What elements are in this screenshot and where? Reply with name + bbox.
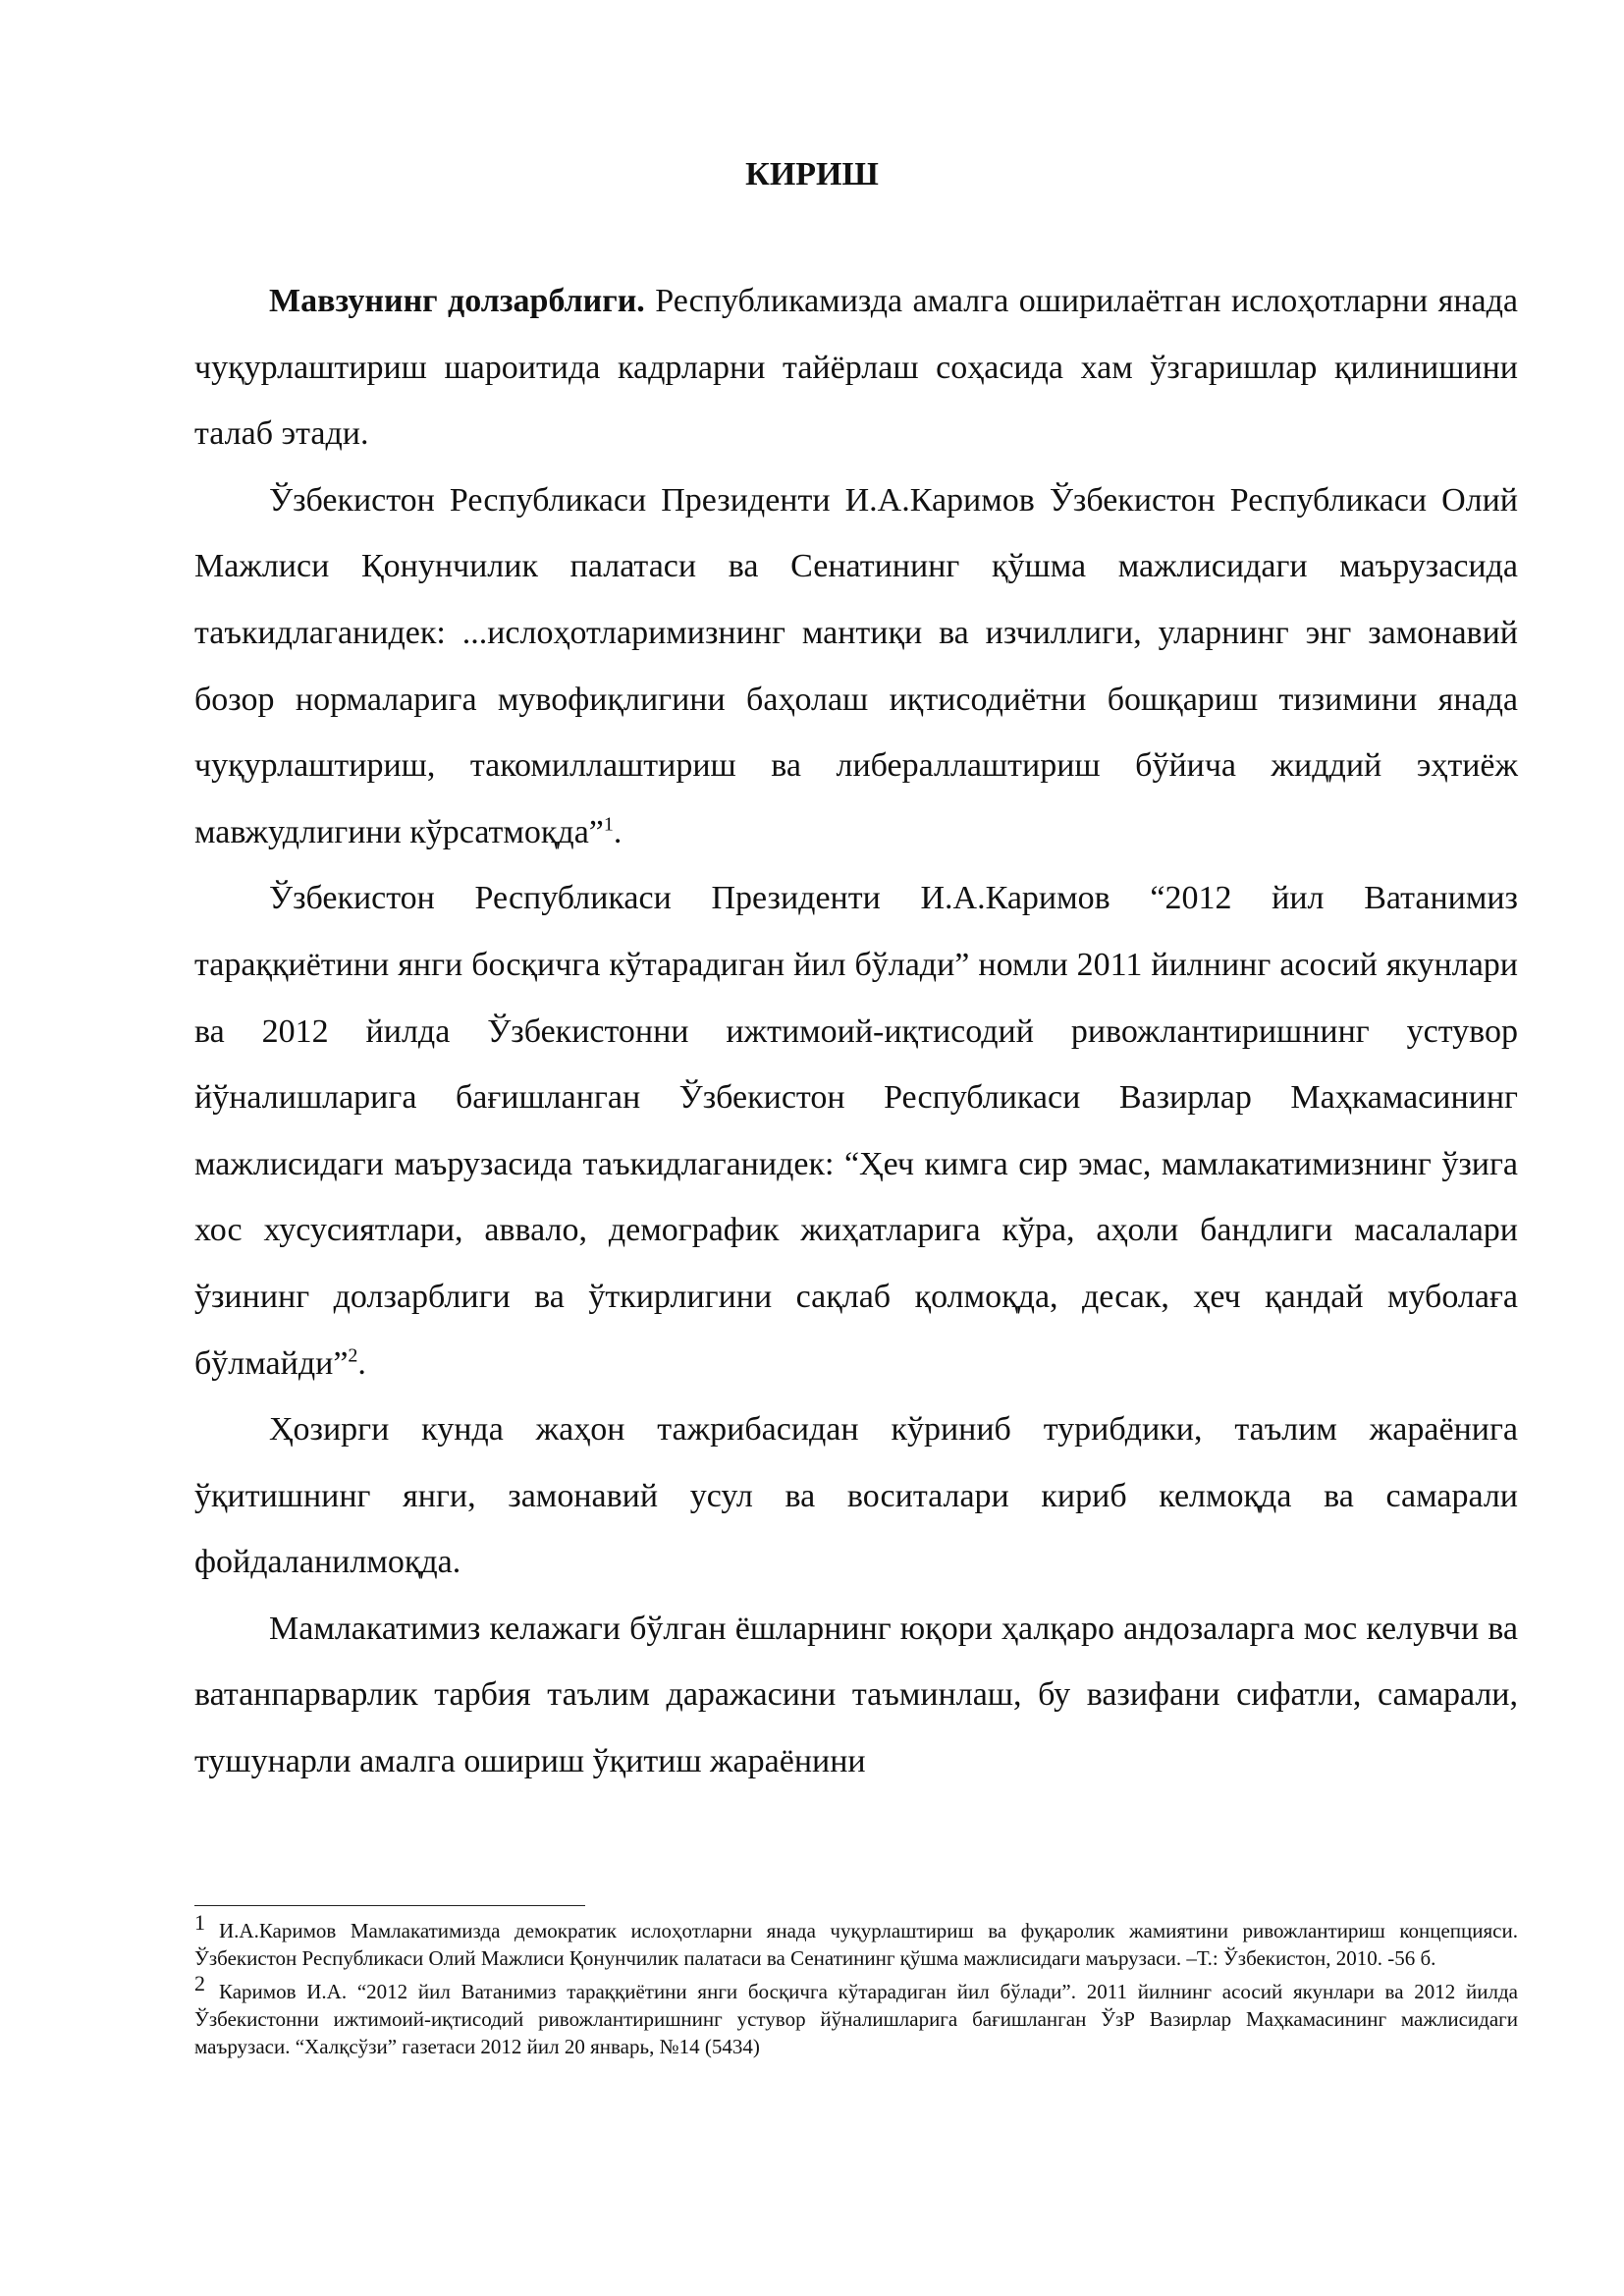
footnote-number: 2 [194, 1971, 205, 1995]
footnote-reference-1[interactable]: 1 [603, 813, 614, 836]
paragraph-tail: . [357, 1344, 366, 1382]
footnote-number: 1 [194, 1910, 205, 1935]
paragraph-text: Республикамизда амалга оширилаётган ислоҳотларни янада чуқурлаштириш шароитида кадрларни тайёрлаш соҳасида хам ўзгаришлар қилинишини талаб этади. [194, 283, 1518, 453]
footnote-text: Каримов И.А. “2012 йил Ватанимиз тараққиётини янги босқичга кўтарадиган йил бўлади”. 2011 йилнинг асосий якунлари ва 2012 йилда Ўзбекистонни ижтимоий-иқтисодий ривожлантиришнинг устувор йўналишларига бағишланган ЎзР Вазирлар Маҳкамасининг мажлисидаги маърузаси. “Халқсўзи” газетаси 2012 йил 20 январь, №14 (5434) [194, 1980, 1518, 2058]
page-title: КИРИШ [745, 156, 879, 192]
paragraph-world-experience [194, 1396, 1518, 1596]
paragraph-lead: Мавзунинг долзарблиги. [269, 283, 645, 319]
footnote-2 [194, 1971, 1518, 2060]
paragraph-relevance [194, 268, 1518, 467]
paragraph-text: Мамлакатимиз келажаги бўлган ёшларнинг юқори ҳалқаро андозаларга мос келувчи ва ватанпарварлик тарбия таълим даражасини таъминлаш, бу вазифани сифатли, самарали, тушунарли амалга ошириш ўқитиш жараёнини [194, 1610, 1518, 1780]
paragraph-president-quote-2 [194, 865, 1518, 1396]
paragraph-text: Ўзбекистон Республикаси Президенти И.А.Каримов Ўзбекистон Республикаси Олий Мажлиси Қонунчилик палатаси ва Сенатининг қўшма мажлисидаги маърузасида таъкидлаганидек: ...ислоҳотларимизнинг мантиқи ва изчиллиги, уларнинг энг замонавий бозор нормаларига мувофиқлигини баҳолаш иқтисодиётни бошқариш тизимини янада чуқурлаштириш, такомиллаштириш ва либераллаштириш бўйича жиддий эҳтиёж мавжудлигини кўрсатмоқда” [194, 481, 1518, 850]
footnote-text: И.А.Каримов Мамлакатимизда демократик ислоҳотларни янада чуқурлаштириш ва фуқаролик жамиятини ривожлантириш концепцияси. Ўзбекистон Республикаси Олий Мажлиси Қонунчилик палатаси ва Сенатининг қўшма мажлисидаги маърузаси. –Т.: Ўзбекистон, 2010. -56 б. [194, 1919, 1518, 1970]
body-text [194, 268, 1518, 1795]
footnotes [194, 1910, 1518, 2066]
footnote-1 [194, 1910, 1518, 1972]
paragraph-youth-education [194, 1596, 1518, 1795]
footnote-reference-2[interactable]: 2 [348, 1344, 358, 1367]
footnote-separator [194, 1905, 585, 1906]
paragraph-text: Ўзбекистон Республикаси Президенти И.А.Каримов “2012 йил Ватанимиз тараққиётини янги босқичга кўтарадиган йил бўлади” номли 2011 йилнинг асосий якунлари ва 2012 йилда Ўзбекистонни ижтимоий-иқтисодий ривожлантиришнинг устувор йўналишларига бағишланган Ўзбекистон Республикаси Вазирлар Маҳкамасининг мажлисидаги маърузасида таъкидлаганидек: “Ҳеч кимга сир эмас, мамлакатимизнинг ўзига хос хусусиятлари, аввало, демографик жиҳатларига кўра, аҳоли бандлиги масалалари ўзининг долзарблиги ва ўткирлигини сақлаб қолмоқда, десак, ҳеч қандай муболаға бўлмайди” [194, 880, 1518, 1382]
paragraph-president-quote-1 [194, 467, 1518, 866]
paragraph-text: Ҳозирги кунда жаҳон тажрибасидан кўриниб турибдики, таълим жараёнига ўқитишнинг янги, замонавий усул ва воситалари кириб келмоқда ва самарали фойдаланилмоқда. [194, 1411, 1518, 1581]
paragraph-tail: . [613, 813, 623, 850]
